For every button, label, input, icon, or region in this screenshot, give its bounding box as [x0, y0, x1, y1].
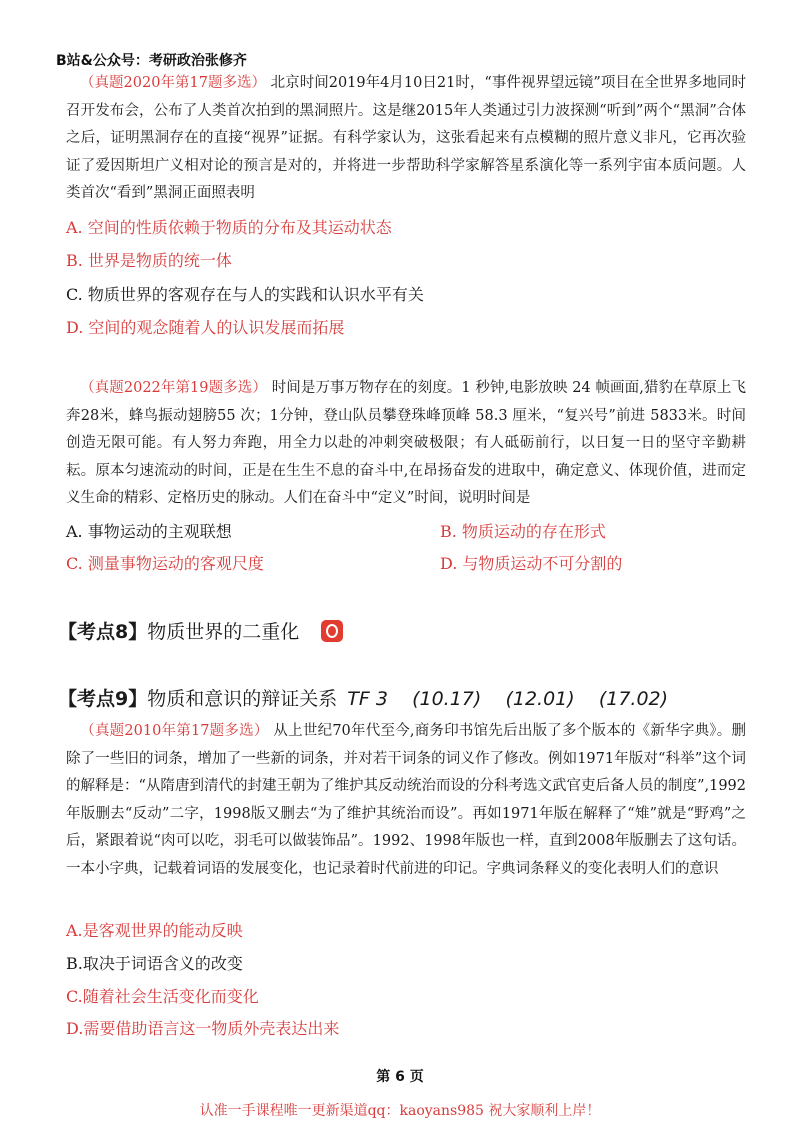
question-3-text: 从上世纪70年代至今,商务印书馆先后出版了多个版本的《新华字典》。删除了一些旧的词条，增加了一些新的词条，并对若干词条的词义作了修改。例如1971年版对“科举”这个词的解释是：“从隋唐到清代的封建王朝为了维护其反动统治而设的分科考选文武官吏后备人员的制度”,1992年版删去“反动”二字，1998版又删去“为了维护其统治而设”。再如1971年版在解释了“雉”就是“野鸡”之后，紧跟着说“肉可以吃，羽毛可以做装饰品”。1992、1998年版也一样，直到2008年版删去了这句话。一本小字典，记载着词语的发展变化，也记录着时代前进的印记。字典词条释义的变化表明人们的意识	[66, 723, 746, 877]
question-1-text: 北京时间2019年4月10日21时，“事件视界望远镜”项目在全世界多地同时召开发布会，公布了人类首次拍到的黑洞照片。这是继2015年人类通过引力波探测“听到”两个“黑洞”合体之后，证明黑洞存在的直接“视界”证据。有科学家认为，这张看起来有点模糊的照片意义非凡，它再次验证了爱因斯坦广义相对论的预言是对的，并将进一步帮助科学家解答星系演化等一系列宇宙本质问题。人类首次“看到”黑洞正面照表明	[66, 75, 746, 201]
question-2-option-d: D. 与物质运动不可分割的	[440, 554, 623, 573]
question-1-source: （真题2020年第17题多选）	[80, 75, 267, 91]
key-point-9	[58, 684, 668, 711]
question-2-text: 时间是万事万物存在的刻度。1 秒钟,电影放映 24 帧画面,猎豹在草原上飞奔28米，蜂鸟振动翅膀55 次；1分钟，登山队员攀登珠峰顶峰 58.3 厘米，“复兴号”前进 5833米。时间创造无限可能。有人努力奔跑，用全力以赴的冲刺突破极限；有人砥砺前行，以日复一日的坚守辛勤耕耘。原本匀速流动的时间，正是在生生不息的奋斗中,在昂扬奋发的进取中，确定意义、体现价值，进而定义生命的精彩、定格历史的脉动。人们在奋斗中“定义”时间，说明时间是	[66, 380, 746, 506]
question-3-stem	[66, 718, 746, 883]
question-2-source: （真题2022年第19题多选）	[80, 380, 267, 396]
key-point-9-meta: TF 3 (10.17) (12.01) (17.02)	[347, 688, 669, 710]
question-1-option-d: D. 空间的观念随着人的认识发展而拓展	[66, 318, 345, 337]
question-3-source: （真题2010年第17题多选）	[80, 723, 269, 739]
key-point-8-tag: 【考点8】	[58, 621, 148, 643]
question-3-option-a: A.是客观世界的能动反映	[66, 921, 243, 940]
question-2-option-a: A. 事物运动的主观联想	[66, 522, 232, 541]
question-2-option-b: B. 物质运动的存在形式	[440, 522, 606, 541]
question-3-option-c: C.随着社会生活变化而变化	[66, 987, 259, 1006]
question-2-stem	[66, 375, 746, 513]
header-tag: B站&公众号：考研政治张修齐	[56, 53, 247, 69]
question-3-option-b: B.取决于词语含义的改变	[66, 954, 243, 973]
key-point-8	[58, 617, 343, 644]
page-number: 第 6 页	[376, 1069, 424, 1085]
question-1-option-a: A. 空间的性质依赖于物质的分布及其运动状态	[66, 218, 392, 237]
question-1-stem	[66, 70, 746, 208]
key-point-8-title: 物质世界的二重化	[147, 621, 300, 643]
footer-notice: 认准一手课程唯一更新渠道qq：kaoyans985 祝大家顺利上岸！	[199, 1103, 601, 1119]
red-circle-o-icon	[321, 620, 343, 642]
question-1-option-b: B. 世界是物质的统一体	[66, 251, 232, 270]
question-3-option-d: D.需要借助语言这一物质外壳表达出来	[66, 1019, 340, 1038]
question-2-option-c: C. 测量事物运动的客观尺度	[66, 554, 264, 573]
key-point-9-title: 物质和意识的辩证关系	[147, 688, 338, 710]
key-point-9-tag: 【考点9】	[58, 688, 148, 710]
question-1-option-c: C. 物质世界的客观存在与人的实践和认识水平有关	[66, 285, 424, 304]
